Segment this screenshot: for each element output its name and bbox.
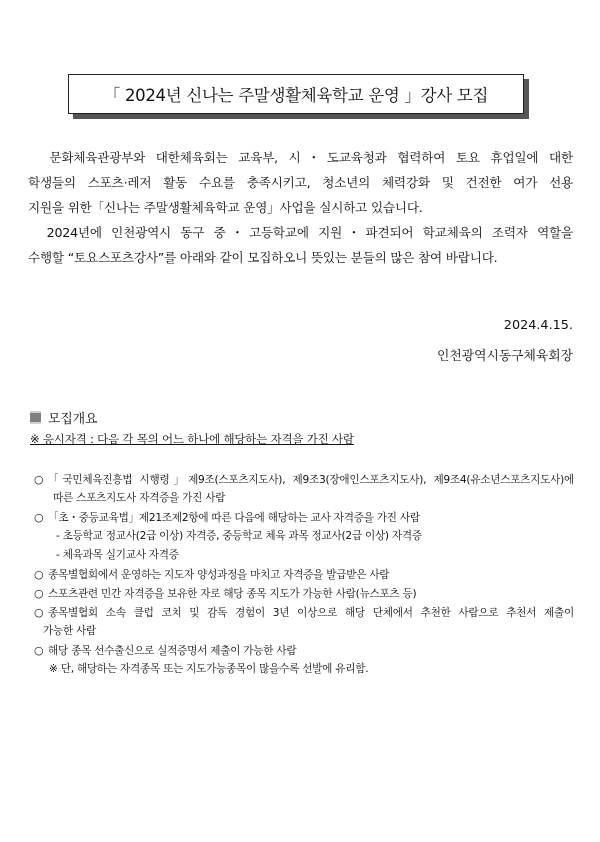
section-heading-label: 모집개요: [48, 412, 98, 427]
intro-line: 2024년에 인천광역시 동구 중・고등학교에 지원・파견되어 학교체육의 조력자 역할을: [28, 225, 573, 240]
circle-bullet-icon: ○: [34, 511, 44, 524]
list-subitem: - 초등학교 정교사(2급 이상) 자격증, 중등학교 체육 과목 정교사(2급 이상) 자격증: [56, 530, 422, 542]
list-item-text: 「국민체육진흥법 시행령」제9조(스포츠지도사), 제9조3(장애인스포츠지도사), 제9조4(유소년스포츠지도사)에: [48, 474, 574, 486]
organization-signature: 인천광역시동구체육회장: [437, 349, 573, 364]
intro-line: 지원을 위한「신나는 주말생활체육학교 운영」사업을 실시하고 있습니다.: [28, 200, 423, 215]
list-item-continuation: 가능한 사람: [43, 625, 97, 637]
circle-bullet-icon: ○: [34, 644, 44, 657]
intro-paragraph: [28, 145, 573, 270]
qualification-line: ※ 응시자격 : 다음 각 목의 어느 하나에 해당하는 자격을 가진 사람: [30, 432, 354, 446]
list-item: [34, 603, 574, 622]
section-heading: [30, 408, 97, 427]
circle-bullet-icon: ○: [34, 606, 44, 619]
list-item-text: 종목별협회에서 운영하는 지도자 양성과정을 마치고 자격증을 발급받은 사람: [48, 569, 390, 581]
list-item-text: 「초・중등교육법」제21조제2항에 따른 다음에 해당하는 교사 자격증을 가진 사람: [48, 512, 420, 524]
title-banner: [68, 74, 524, 114]
note-text: ※ 단, 해당하는 자격종목 또는 지도가능종목이 많을수록 선발에 유리함.: [49, 663, 369, 675]
list-item: [34, 641, 574, 660]
circle-bullet-icon: ○: [34, 587, 44, 600]
list-item-continuation: 따른 스포츠지도사 자격증을 가진 사람: [53, 492, 226, 504]
intro-line: 학생들의 스포츠·레저 활동 수요를 충족시키고, 청소년의 체력강화 및 건전한 여가 선용: [28, 175, 573, 190]
list-item-text: 스포츠관련 민간 자격증을 보유한 자로 해당 종목 지도가 가능한 사람(뉴스포츠 등): [48, 588, 417, 600]
square-bullet-icon: [30, 411, 41, 424]
list-item-text: 해당 종목 선수출신으로 실적증명서 제출이 가능한 사람: [48, 645, 297, 657]
list-item: [34, 470, 574, 489]
circle-bullet-icon: ○: [34, 473, 44, 486]
announcement-date: 2024.4.15.: [503, 318, 573, 333]
qualification-list: [34, 470, 574, 679]
intro-line: 문화체육관광부와 대한체육회는 교육부, 시・도교육청과 협력하여 토요 휴업일에 대한: [28, 150, 573, 165]
list-item: [34, 584, 574, 603]
list-item: [34, 565, 574, 584]
list-item-text: 종목별협회 소속 클럽 코치 및 감독 경험이 3년 이상으로 해당 단체에서 추천한 사람으로 추천서 제출이: [48, 607, 574, 619]
list-subitem: - 체육과목 실기교사 자격증: [56, 549, 179, 561]
page-title: 「 2024년 신나는 주말생활체육학교 운영 」강사 모집: [68, 74, 524, 114]
list-item: [34, 508, 574, 527]
circle-bullet-icon: ○: [34, 568, 44, 581]
intro-line: 수행할 “토요스포츠강사”를 아래와 같이 모집하오니 뜻있는 분들의 많은 참여 바랍니다.: [28, 250, 498, 265]
